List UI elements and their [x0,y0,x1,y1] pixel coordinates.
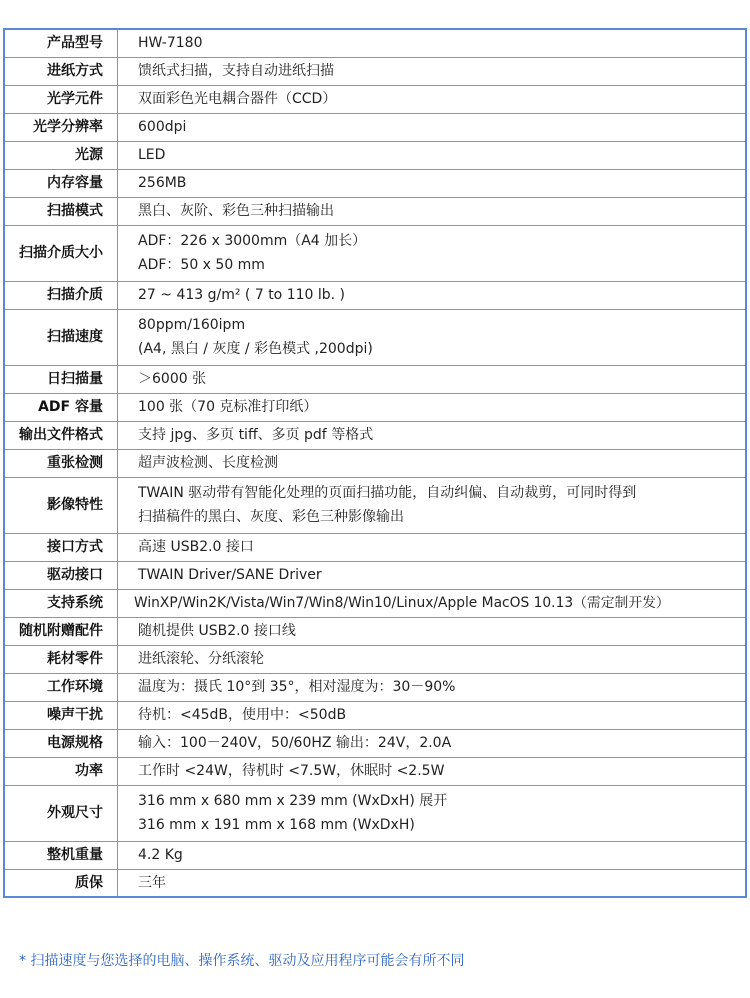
spec-row [4,281,746,309]
spec-value [118,785,747,841]
spec-row [4,141,746,169]
spec-value [118,869,747,897]
spec-row [4,869,746,897]
spec-row [4,85,746,113]
spec-row [4,113,746,141]
spec-table-body [4,29,746,897]
spec-row [4,225,746,281]
spec-label: 随机附赠配件 [4,617,118,645]
spec-label: 外观尺寸 [4,785,118,841]
spec-value [118,141,747,169]
spec-label: 驱动接口 [4,561,118,589]
spec-value-line: 316 mm x 191 mm x 168 mm (WxDxH) [138,817,415,833]
spec-value [118,841,747,869]
spec-value [118,701,747,729]
spec-label: 整机重量 [4,841,118,869]
spec-value-line: 温度为：摄氏 10°到 35°，相对湿度为：30－90% [138,679,456,695]
spec-row [4,701,746,729]
spec-value-line: 待机：<45dB，使用中：<50dB [138,707,347,723]
spec-label: 扫描速度 [4,309,118,365]
spec-value [118,589,747,617]
spec-label: 质保 [4,869,118,897]
spec-value-line: 进纸滚轮、分纸滚轮 [138,651,264,667]
spec-value-line: TWAIN Driver/SANE Driver [138,567,322,583]
spec-value-line: WinXP/Win2K/Vista/Win7/Win8/Win10/Linux/Apple MacOS 10.13（需定制开发） [134,595,670,611]
spec-value-line: 256MB [138,175,187,191]
spec-value-line: HW-7180 [138,35,203,52]
spec-value [118,673,747,701]
spec-label: 噪声干扰 [4,701,118,729]
spec-value [118,477,747,533]
spec-value [118,393,747,421]
spec-row [4,57,746,85]
spec-value [118,57,747,85]
spec-label: 光源 [4,141,118,169]
spec-value-line: 扫描稿件的黑白、灰度、彩色三种影像输出 [138,509,404,525]
spec-value-line: 三年 [138,874,166,891]
spec-value [118,281,747,309]
spec-row [4,421,746,449]
spec-value-line: 600dpi [138,119,187,135]
spec-row [4,449,746,477]
spec-value [118,561,747,589]
spec-row [4,169,746,197]
spec-row [4,393,746,421]
spec-value [118,169,747,197]
spec-value [118,225,747,281]
spec-row [4,477,746,533]
spec-row [4,309,746,365]
spec-row [4,197,746,225]
spec-value [118,85,747,113]
spec-label: 影像特性 [4,477,118,533]
spec-value-line: ADF：226 x 3000mm（A4 加长） [138,233,367,249]
spec-value-line: TWAIN 驱动带有智能化处理的页面扫描功能，自动纠偏、自动裁剪，可同时得到 [138,485,637,501]
spec-label: 重张检测 [4,449,118,477]
spec-value-line: 100 张（70 克标准打印纸） [138,399,318,415]
spec-row [4,645,746,673]
spec-value-line: 80ppm/160ipm [138,317,246,333]
spec-row [4,841,746,869]
spec-value-line: LED [138,147,166,163]
spec-value-line: 超声波检测、长度检测 [138,455,278,471]
spec-value [118,617,747,645]
spec-value [118,197,747,225]
spec-label: 输出文件格式 [4,421,118,449]
spec-value-line: 4.2 Kg [138,847,183,863]
spec-table [3,28,747,898]
spec-label: 接口方式 [4,533,118,561]
spec-value-line: 双面彩色光电耦合器件（CCD） [138,91,337,107]
spec-row [4,29,746,57]
spec-value [118,365,747,393]
spec-value-line: 316 mm x 680 mm x 239 mm (WxDxH) 展开 [138,793,448,809]
spec-value-line: (A4, 黑白 / 灰度 / 彩色模式 ,200dpi) [138,341,373,357]
spec-row [4,673,746,701]
spec-value [118,757,747,785]
spec-label: 扫描模式 [4,197,118,225]
spec-row [4,729,746,757]
spec-label: 功率 [4,757,118,785]
spec-value [118,449,747,477]
spec-label: 内存容量 [4,169,118,197]
spec-row [4,533,746,561]
spec-label: ADF 容量 [4,393,118,421]
spec-value-line: 馈纸式扫描，支持自动进纸扫描 [138,63,334,79]
spec-value-line: 高速 USB2.0 接口 [138,539,254,555]
spec-value-line: 27 ~ 413 g/m² ( 7 to 110 lb. ) [138,287,346,303]
spec-value [118,645,747,673]
spec-value [118,421,747,449]
spec-label: 光学元件 [4,85,118,113]
spec-label: 光学分辨率 [4,113,118,141]
spec-label: 产品型号 [4,29,118,57]
spec-row [4,785,746,841]
spec-value-line: 黑白、灰阶、彩色三种扫描输出 [138,203,334,219]
spec-label: 支持系统 [4,589,118,617]
spec-row [4,757,746,785]
spec-value [118,309,747,365]
spec-row [4,589,746,617]
spec-value-line: 随机提供 USB2.0 接口线 [138,623,296,639]
spec-value [118,29,747,57]
spec-label: 扫描介质 [4,281,118,309]
spec-row [4,561,746,589]
spec-value [118,533,747,561]
spec-value-line: ADF：50 x 50 mm [138,257,265,273]
footnote: * 扫描速度与您选择的电脑、操作系统、驱动及应用程序可能会有所不同 [19,953,465,969]
spec-value [118,729,747,757]
spec-value-line: 工作时 <24W，待机时 <7.5W，休眠时 <2.5W [138,763,445,779]
spec-label: 扫描介质大小 [4,225,118,281]
spec-label: 进纸方式 [4,57,118,85]
spec-row [4,617,746,645]
spec-value-line: 输入：100－240V，50/60HZ 输出：24V，2.0A [138,735,452,751]
spec-row [4,365,746,393]
spec-label: 日扫描量 [4,365,118,393]
spec-value [118,113,747,141]
spec-label: 电源规格 [4,729,118,757]
spec-value-line: ＞6000 张 [138,371,207,387]
spec-label: 耗材零件 [4,645,118,673]
spec-value-line: 支持 jpg、多页 tiff、多页 pdf 等格式 [138,427,374,443]
spec-label: 工作环境 [4,673,118,701]
